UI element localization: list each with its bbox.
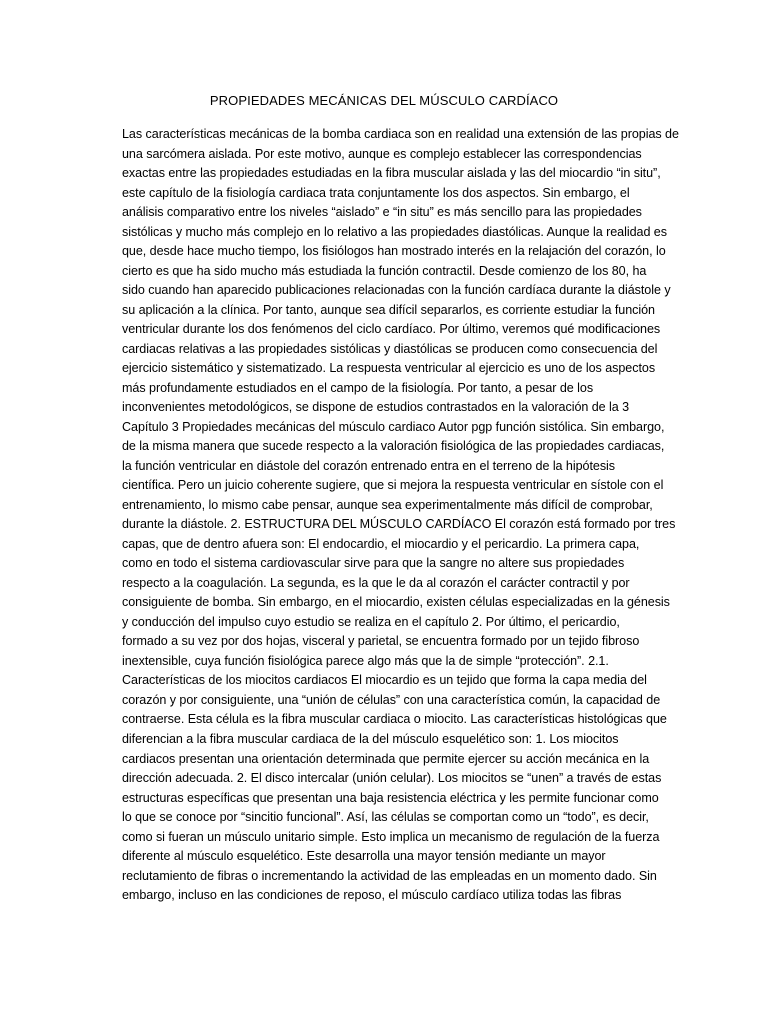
text-line: que, desde hace mucho tiempo, los fisiólogos han mostrado interés en la relajación del corazón, lo — [122, 244, 666, 259]
text-line: respecto a la coagulación. La segunda, es la que le da al corazón el carácter contractil y por — [122, 575, 630, 590]
page-title: PROPIEDADES MECÁNICAS DEL MÚSCULO CARDÍACO — [209, 93, 559, 108]
text-line: como en todo el sistema cardiovascular sirve para que la sangre no altere sus propiedades — [122, 556, 625, 571]
text-line: cardiacas relativas a las propiedades sistólicas y diastólicas se producen como consecuencia del — [122, 341, 658, 356]
text-line: inextensible, cuya función fisiológica parece algo más que la de simple “protección”. 2.1. — [122, 653, 609, 668]
text-line: de la misma manera que sucede respecto a la valoración fisiológica de las propiedades cardiacas, — [122, 439, 665, 454]
body-paragraph — [122, 125, 762, 906]
text-line: embargo, incluso en las condiciones de reposo, el músculo cardíaco utiliza todas las fibras — [122, 888, 622, 903]
text-line: formado a su vez por dos hojas, visceral y parietal, se encuentra formado por un tejido fibroso — [122, 634, 640, 649]
text-line: sido cuando han aparecido publicaciones relacionadas con la función cardíaca durante la diástole y — [122, 283, 671, 298]
text-line: su aplicación a la clínica. Por tanto, aunque sea difícil separarlos, es corriente estudiar la función — [122, 302, 655, 317]
text-line: inconvenientes metodológicos, se dispone de estudios contrastados en la valoración de la 3 — [122, 400, 630, 415]
text-line: la función ventricular en diástole del corazón entrenado entra en el terreno de la hipótesis — [122, 458, 616, 473]
text-line: Las características mecánicas de la bomba cardiaca son en realidad una extensión de las propias de — [122, 127, 679, 141]
text-line: este capítulo de la fisiología cardiaca trata conjuntamente los dos aspectos. Sin embargo, el — [122, 185, 630, 200]
text-line: análisis comparativo entre los niveles “aislado” e “in situ” es más sencillo para las propiedades — [122, 205, 642, 220]
text-line: estructuras específicas que presentan una baja resistencia eléctrica y les permite funcionar como — [122, 790, 659, 805]
text-line: exactas entre las propiedades estudiadas en la fibra muscular aislada y las del miocardio “in situ”, — [122, 166, 661, 181]
text-line: diferencian a la fibra muscular cardiaca de la del músculo esquelético son: 1. Los miocitos — [122, 731, 619, 746]
text-line: una sarcómera aislada. Por este motivo, aunque es complejo establecer las correspondencias — [122, 146, 642, 161]
text-line: más profundamente estudiados en el campo de la fisiología. Por tanto, a pesar de los — [122, 380, 594, 395]
text-line: contraerse. Esta célula es la fibra muscular cardiaca o miocito. Las características histológicas que — [122, 712, 667, 727]
text-line: científica. Pero un juicio coherente sugiere, que si mejora la respuesta ventricular en sístole con el — [122, 478, 664, 493]
text-line: ejercicio sistemático y sistematizado. La respuesta ventricular al ejercicio es uno de los aspectos — [122, 361, 656, 376]
text-line: cierto es que ha sido mucho más estudiada la función contractil. Desde comienzo de los 80, ha — [122, 263, 647, 278]
text-line: durante la diástole. 2. ESTRUCTURA DEL MÚSCULO CARDÍACO El corazón está formado por tres — [122, 517, 676, 532]
text-line: dirección adecuada. 2. El disco intercalar (unión celular). Los miocitos se “unen” a través de estas — [122, 771, 662, 786]
text-line: sistólicas y mucho más complejo en lo relativo a las propiedades diastólicas. Aunque la realidad es — [122, 224, 667, 239]
text-line: ventricular durante los dos fenómenos del ciclo cardíaco. Por último, veremos qué modificaciones — [122, 322, 661, 337]
text-line: como si fueran un músculo unitario simple. Esto implica un mecanismo de regulación de la fuerza — [122, 829, 660, 844]
text-line: corazón y por consiguiente, una “unión de células” con una característica común, la capacidad de — [122, 692, 661, 707]
text-line: capas, que de dentro afuera son: El endocardio, el miocardio y el pericardio. La primera capa, — [122, 536, 640, 551]
text-line: cardiacos presentan una orientación determinada que permite ejercer su acción mecánica en la — [122, 751, 650, 766]
text-line: Características de los miocitos cardiacos El miocardio es un tejido que forma la capa media del — [122, 673, 647, 688]
text-line: entrenamiento, lo mismo cabe pensar, aunque sea experimentalmente más difícil de comprobar, — [122, 497, 653, 512]
text-line: y conducción del impulso cuyo estudio se realiza en el capítulo 2. Por último, el pericardio, — [122, 614, 620, 629]
text-line: diferente al músculo esquelético. Este desarrolla una mayor tensión mediante un mayor — [122, 849, 606, 864]
text-line: Capítulo 3 Propiedades mecánicas del músculo cardiaco Autor pgp función sistólica. Sin embargo, — [122, 419, 665, 434]
text-line: consiguiente de bomba. Sin embargo, en el miocardio, existen células especializadas en la génesis — [122, 595, 670, 610]
text-line: reclutamiento de fibras o incrementando la actividad de las empleadas en un momento dado. Sin — [122, 868, 657, 883]
text-line: lo que se conoce por “sincitio funcional”. Así, las células se comportan como un “todo”, es decir, — [122, 810, 649, 825]
